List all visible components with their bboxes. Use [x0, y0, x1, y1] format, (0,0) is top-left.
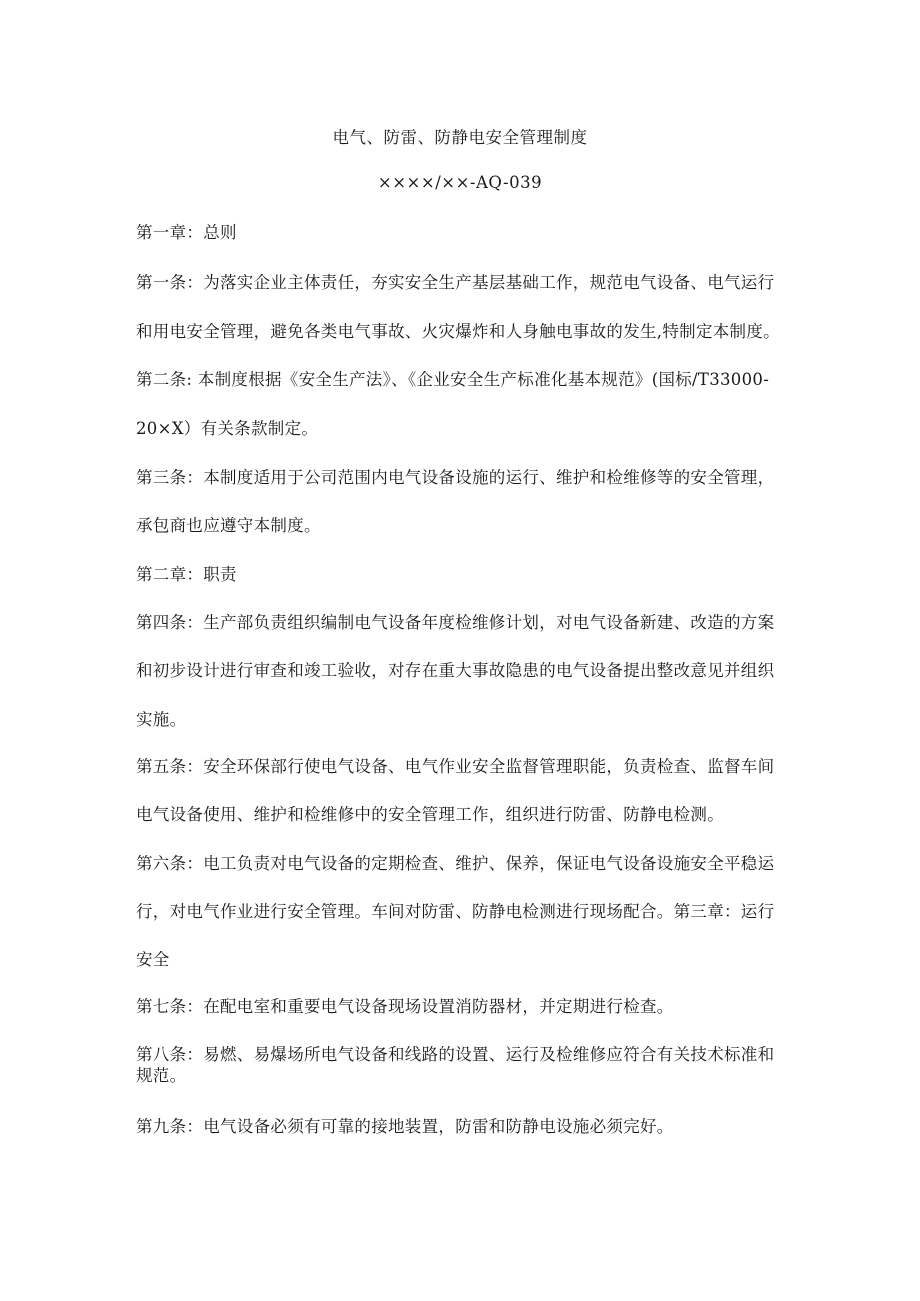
- article-2-line-2: 20×X）有关条款制定。: [136, 419, 319, 438]
- article-3-line-2: 承包商也应遵守本制度。: [136, 516, 321, 535]
- article-6-line-2: 行，对电气作业进行安全管理。车间对防雷、防静电检测进行现场配合。第三章：运行: [136, 902, 775, 921]
- article-5-line-1: 第五条：安全环保部行使电气设备、电气作业安全监督管理职能，负责检查、监督车间: [136, 757, 775, 776]
- article-7-line-1: 第七条：在配电室和重要电气设备现场设置消防器材，并定期进行检查。: [136, 997, 674, 1016]
- article-3-line-1: 第三条：本制度适用于公司范围内电气设备设施的运行、维护和检维修等的安全管理，: [136, 468, 775, 487]
- article-1-line-2: 和用电安全管理，避免各类电气事故、火灾爆炸和人身触电事故的发生,特制定本制度。: [136, 322, 780, 341]
- article-6-line-1: 第六条：电工负责对电气设备的定期检查、维护、保养，保证电气设备设施安全平稳运: [136, 854, 775, 873]
- article-4-line-3: 实施。: [136, 710, 187, 729]
- article-8-line-1: 第八条：易燃、易爆场所电气设备和线路的设置、运行及检维修应符合有关技术标准和: [136, 1045, 775, 1064]
- article-8-line-2: 规范。: [136, 1066, 187, 1085]
- article-2-line-1: 第二条: 本制度根据《安全生产法》、《企业安全生产标准化基本规范》(国标/T33000-: [136, 370, 770, 389]
- article-4-line-1: 第四条：生产部负责组织编制电气设备年度检维修计划，对电气设备新建、改造的方案: [136, 613, 775, 632]
- article-5-line-2: 电气设备使用、维护和检维修中的安全管理工作，组织进行防雷、防静电检测。: [136, 805, 724, 824]
- document-code: ××××/××-AQ-039: [377, 173, 543, 192]
- article-9-line-1: 第九条：电气设备必须有可靠的接地装置，防雷和防静电设施必须完好。: [136, 1117, 674, 1136]
- document-title: 电气、防雷、防静电安全管理制度: [332, 128, 588, 147]
- article-1-line-1: 第一条：为落实企业主体责任，夯实安全生产基层基础工作，规范电气设备、电气运行: [136, 273, 775, 292]
- article-4-line-2: 和初步设计进行审查和竣工验收，对存在重大事故隐患的电气设备提出整改意见并组织: [136, 661, 775, 680]
- chapter-1-heading: 第一章：总则: [136, 223, 237, 242]
- chapter-3-heading-continued: 安全: [136, 950, 170, 969]
- chapter-2-heading: 第二章：职责: [136, 565, 237, 584]
